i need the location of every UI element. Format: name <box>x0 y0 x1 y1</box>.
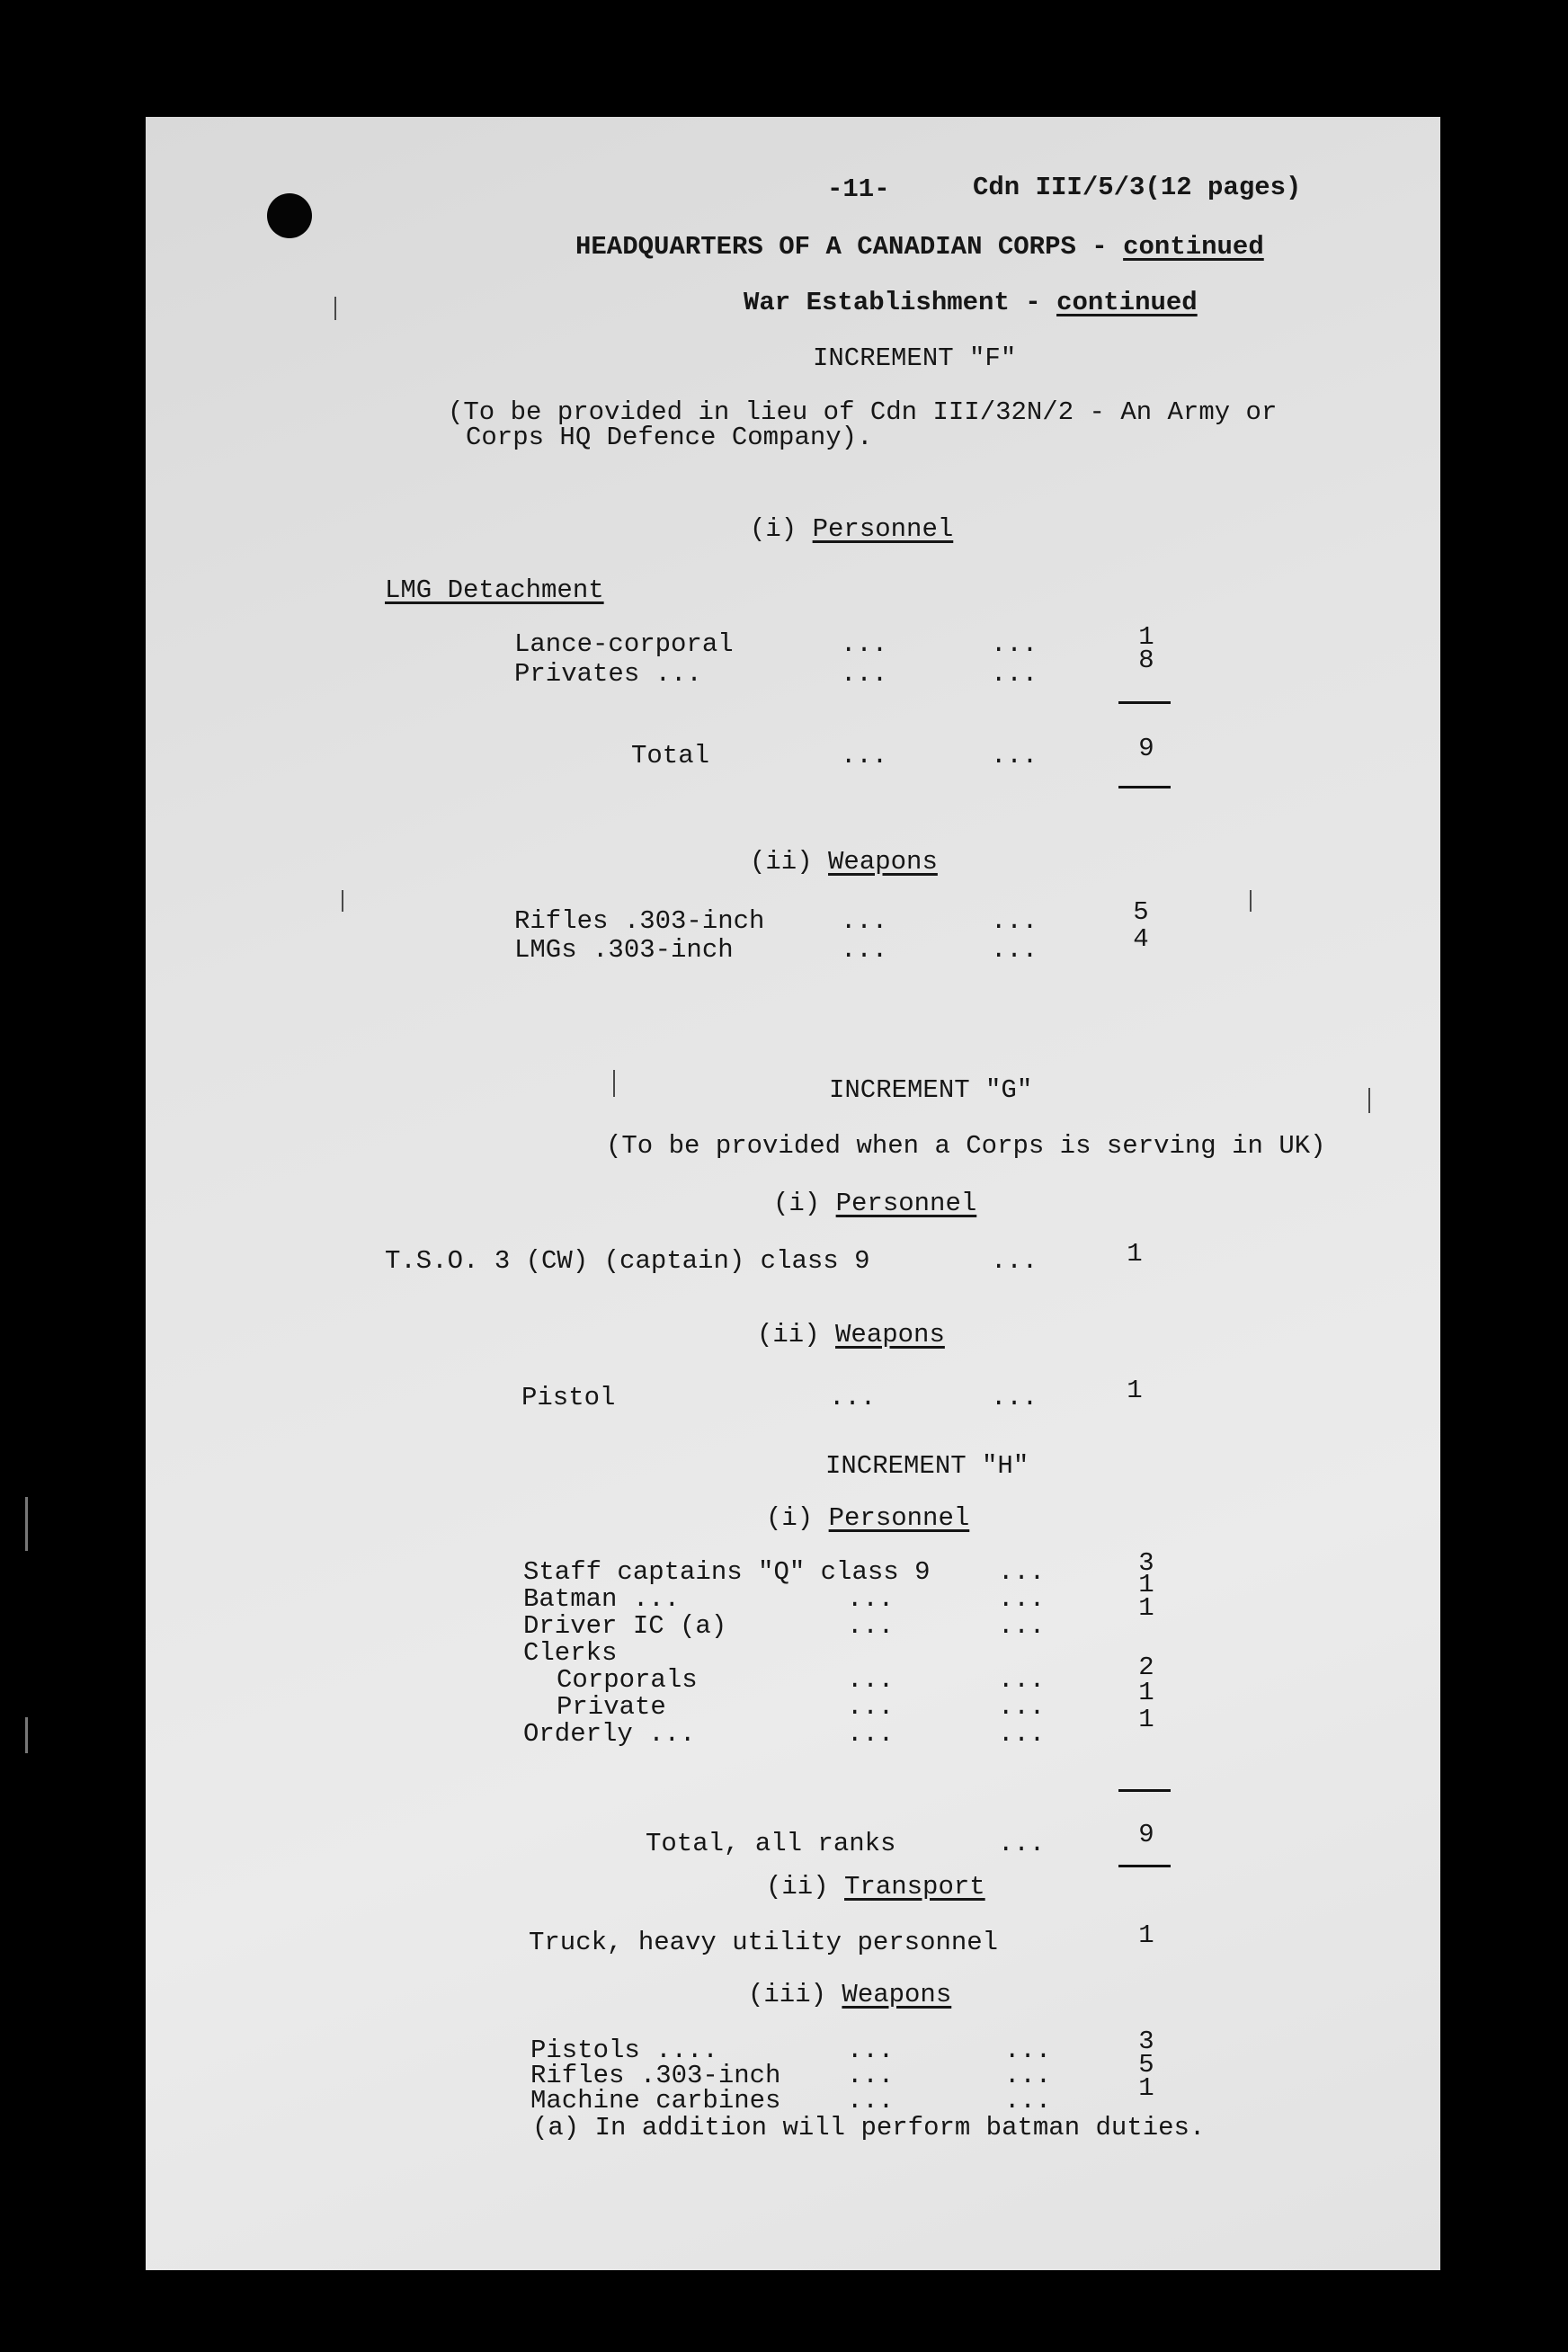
increment-h-transport-heading: (ii) Transport <box>766 1872 985 1902</box>
increment-h-personnel-heading: (i) Personnel <box>766 1503 970 1533</box>
subtitle-continued: continued <box>1056 288 1198 317</box>
increment-f-note-line2: Corps HQ Defence Company). <box>466 423 873 452</box>
increment-h-heading: INCREMENT "H" <box>825 1451 1029 1481</box>
total-rule <box>1118 701 1171 704</box>
increment-f-personnel-heading: (i) Personnel <box>750 514 954 544</box>
increment-g-heading: INCREMENT "G" <box>829 1075 1033 1105</box>
increment-f-heading: INCREMENT "F" <box>813 343 1017 373</box>
document-title <box>575 232 1264 263</box>
scan-mark <box>613 1070 615 1097</box>
total-rule <box>1118 1865 1171 1867</box>
scan-mark <box>334 297 336 320</box>
title-continued: continued <box>1123 232 1264 262</box>
subtitle-main: War Establishment - <box>744 288 1041 317</box>
increment-f-note-line1: (To be provided in lieu of Cdn III/32N/2 - An Army or <box>448 397 1278 427</box>
increment-g-weapons-heading: (ii) Weapons <box>757 1320 945 1350</box>
total-rule <box>1118 1789 1171 1792</box>
page-number: -11- <box>827 174 890 204</box>
increment-h-weapons-heading: (iii) Weapons <box>748 1980 952 2009</box>
lmg-detachment-label: LMG Detachment <box>385 575 604 605</box>
increment-f-weapons-heading: (ii) Weapons <box>750 847 938 877</box>
scan-edge-mark <box>25 1717 28 1753</box>
scan-mark <box>342 890 343 912</box>
increment-g-note: (To be provided when a Corps is serving in UK) <box>606 1131 1326 1161</box>
punch-hole <box>267 193 312 238</box>
footnote: (a) In addition will perform batman duties. <box>532 2113 1206 2143</box>
total-rule <box>1118 786 1171 788</box>
scan-edge-mark <box>25 1497 28 1551</box>
scan-mark <box>1368 1088 1370 1113</box>
document-subtitle <box>744 288 1198 318</box>
scan-mark <box>1250 890 1252 912</box>
title-main: HEADQUARTERS OF A CANADIAN CORPS - <box>575 232 1108 262</box>
document-reference: Cdn III/5/3(12 pages) <box>973 173 1302 202</box>
increment-g-personnel-heading: (i) Personnel <box>773 1189 977 1218</box>
document-page: -11- Cdn III/5/3(12 pages) HEADQUARTERS OF A CANADIAN CORPS - continued War Establishment - continued INCREMENT "F" (To be provided in lieu of Cdn III/32N/2 - An Army or Corps HQ Defence Company). (i) Personnel LMG Detachment Lance-corporal ... ... 1 Privates ... ... ... 8 Total ... ... 9 (ii) Weapons Rifles .303-inch ... ... 5 LMGs .303-inch ... ... 4 INCREMENT "G" (To be provided when a Corps is serving in UK) (i) Personnel T.S.O. 3 (CW) (captain) class 9 ... 1 (ii) Weapons Pistol ... ... 1 INCREMENT "H" (i) Personnel Staff captains "Q" class 9 ... 3 Batman ... ... ... 1 Driver IC (a) ... ... 1 Clerks Corporals ... ... 2 Private ... ... 1 Orderly ... ... ... 1 Total, all ranks ... 9 (ii) Transport Truck, heavy utility personnel 1 (iii) Weapons Pistols .... ... ... 3 Rifles .303-inch ... ... 5 Machine carbines ... ... 1 (a) In addition will perform batman duties. <box>146 117 1440 2270</box>
